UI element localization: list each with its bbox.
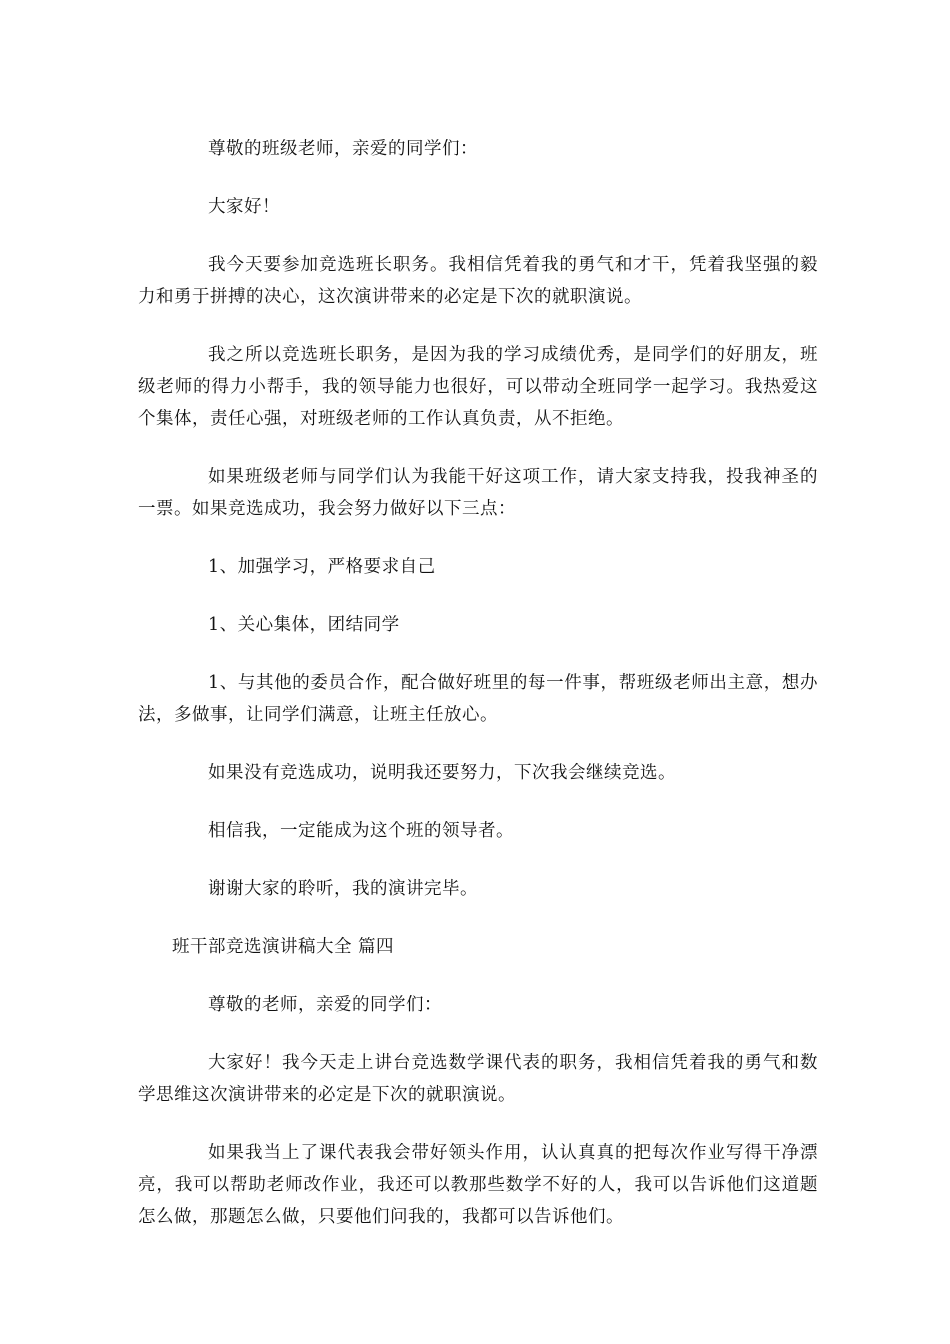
paragraph-trust: 相信我，一定能成为这个班的领导者。 (208, 821, 514, 841)
greeting: 大家好！ (208, 197, 280, 217)
section-salutation: 尊敬的老师，亲爱的同学们： (208, 995, 442, 1015)
list-item-1: 1、加强学习，严格要求自己 (208, 557, 436, 577)
document-body (138, 133, 818, 1259)
list-item-2: 1、关心集体，团结同学 (208, 615, 400, 635)
section-greeting: 大家好！我今天走上讲台竞选数学课代表的职务，我相信凭着我的勇气和数学思维这次演讲带来的必定是下次的就职演说。 (138, 1053, 818, 1105)
list-item-3: 1、与其他的委员合作，配合做好班里的每一件事，帮班级老师出主意，想办法，多做事，让同学们满意，让班主任放心。 (138, 673, 818, 725)
paragraph-reasons: 我之所以竞选班长职务，是因为我的学习成绩优秀，是同学们的好朋友，班级老师的得力小帮手，我的领导能力也很好，可以带动全班同学一起学习。我热爱这个集体，责任心强，对班级老师的工作认真负责，从不拒绝。 (138, 345, 818, 429)
paragraph-request: 如果班级老师与同学们认为我能干好这项工作，请大家支持我，投我神圣的一票。如果竞选成功，我会努力做好以下三点： (138, 467, 818, 519)
paragraph-fallback: 如果没有竞选成功，说明我还要努力，下次我会继续竞选。 (208, 763, 676, 783)
salutation: 尊敬的班级老师，亲爱的同学们： (208, 139, 478, 159)
paragraph-thanks: 谢谢大家的聆听，我的演讲完毕。 (208, 879, 478, 899)
section-heading: 班干部竞选演讲稿大全 篇四 (172, 937, 395, 957)
paragraph-intro: 我今天要参加竞选班长职务。我相信凭着我的勇气和才干，凭着我坚强的毅力和勇于拼搏的决心，这次演讲带来的必定是下次的就职演说。 (138, 255, 818, 307)
section-paragraph-plan: 如果我当上了课代表我会带好领头作用，认认真真的把每次作业写得干净漂亮，我可以帮助老师改作业，我还可以教那些数学不好的人，我可以告诉他们这道题怎么做，那题怎么做，只要他们问我的，我都可以告诉他们。 (138, 1143, 818, 1227)
